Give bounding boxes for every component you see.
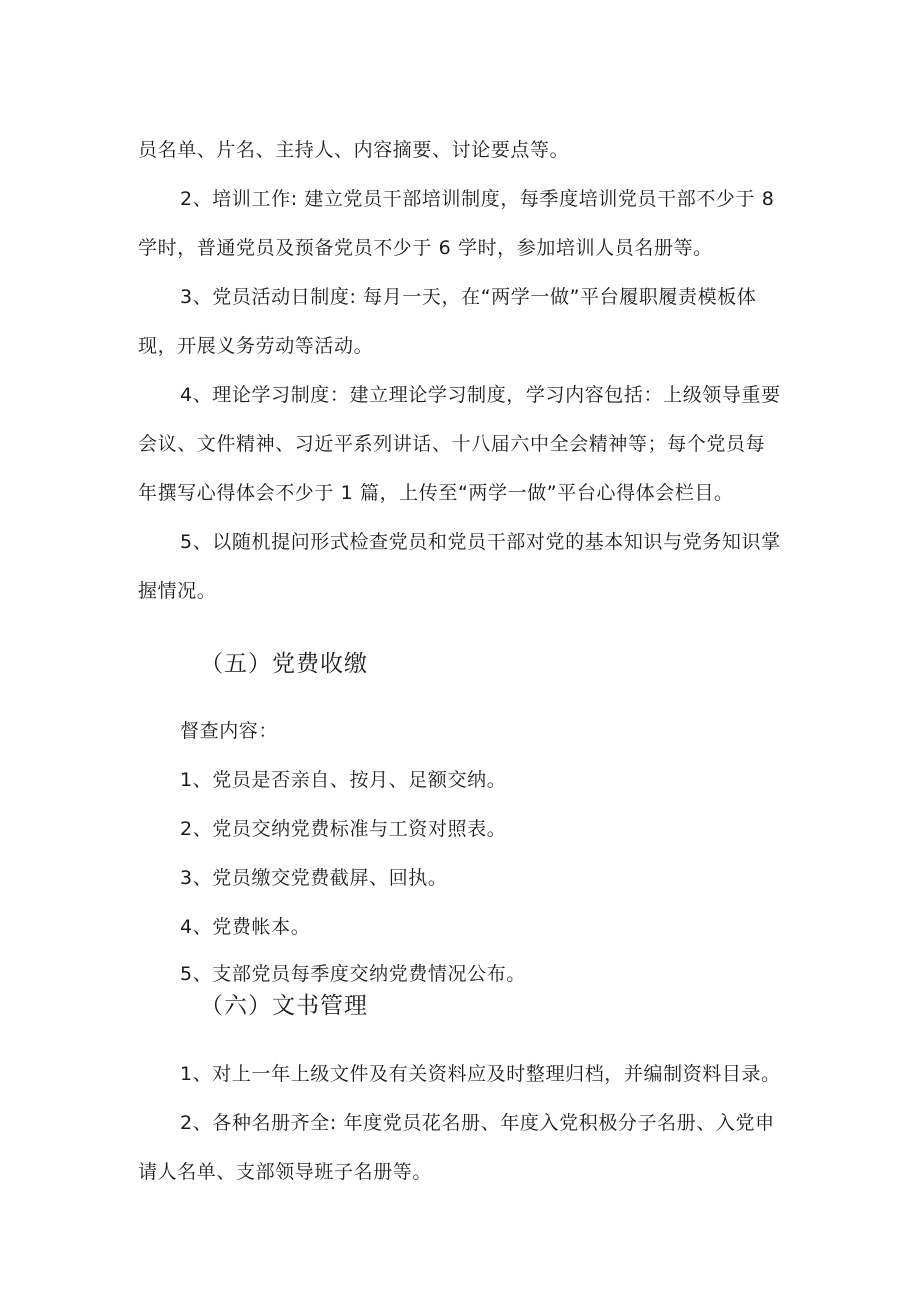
paragraph-line: 会议、文件精神、习近平系列讲话、十八届六中全会精神等；每个党员每 (138, 433, 766, 455)
roster-item: 2、各种名册齐全: 年度党员花名册、年度入党积极分子名册、入党申 (180, 1112, 775, 1134)
activity-day-item: 3、党员活动日制度: 每月一天，在“两学一做”平台履职履责模板体 (180, 286, 757, 308)
random-question-item: 5、以随机提问形式检查党员和党员干部对党的基本知识与党务知识掌 (180, 531, 781, 553)
list-item: 3、党员缴交党费截屏、回执。 (180, 867, 448, 889)
paragraph-line: 年撰写心得体会不少于 1 篇，上传至“两学一做”平台心得体会栏目。 (138, 482, 734, 504)
section-heading-party-dues: （五）党费收缴 (200, 651, 368, 677)
paragraph-line: 请人名单、支部领导班子名册等。 (138, 1161, 433, 1183)
theory-study-item: 4、理论学习制度：建立理论学习制度，学习内容包括：上级领导重要 (180, 384, 781, 406)
archive-item: 1、对上一年上级文件及有关资料应及时整理归档，并编制资料目录。 (180, 1063, 781, 1085)
section-heading-document-management: （六）文书管理 (200, 993, 368, 1019)
list-item: 4、党费帐本。 (180, 916, 311, 938)
paragraph-line: 学时，普通党员及预备党员不少于 6 学时，参加培训人员名册等。 (138, 237, 713, 259)
list-item: 5、支部党员每季度交纳党费情况公布。 (180, 963, 526, 985)
inspection-intro: 督查内容： (180, 720, 279, 742)
paragraph-line: 现，开展义务劳动等活动。 (138, 335, 374, 357)
paragraph-line: 握情况。 (138, 580, 217, 602)
list-item: 2、党员交纳党费标准与工资对照表。 (180, 818, 507, 840)
list-item: 1、党员是否亲自、按月、足额交纳。 (180, 769, 507, 791)
training-item: 2、培训工作: 建立党员干部培训制度，每季度培训党员干部不少于 8 (180, 188, 775, 210)
paragraph-line: 员名单、片名、主持人、内容摘要、讨论要点等。 (138, 139, 570, 161)
